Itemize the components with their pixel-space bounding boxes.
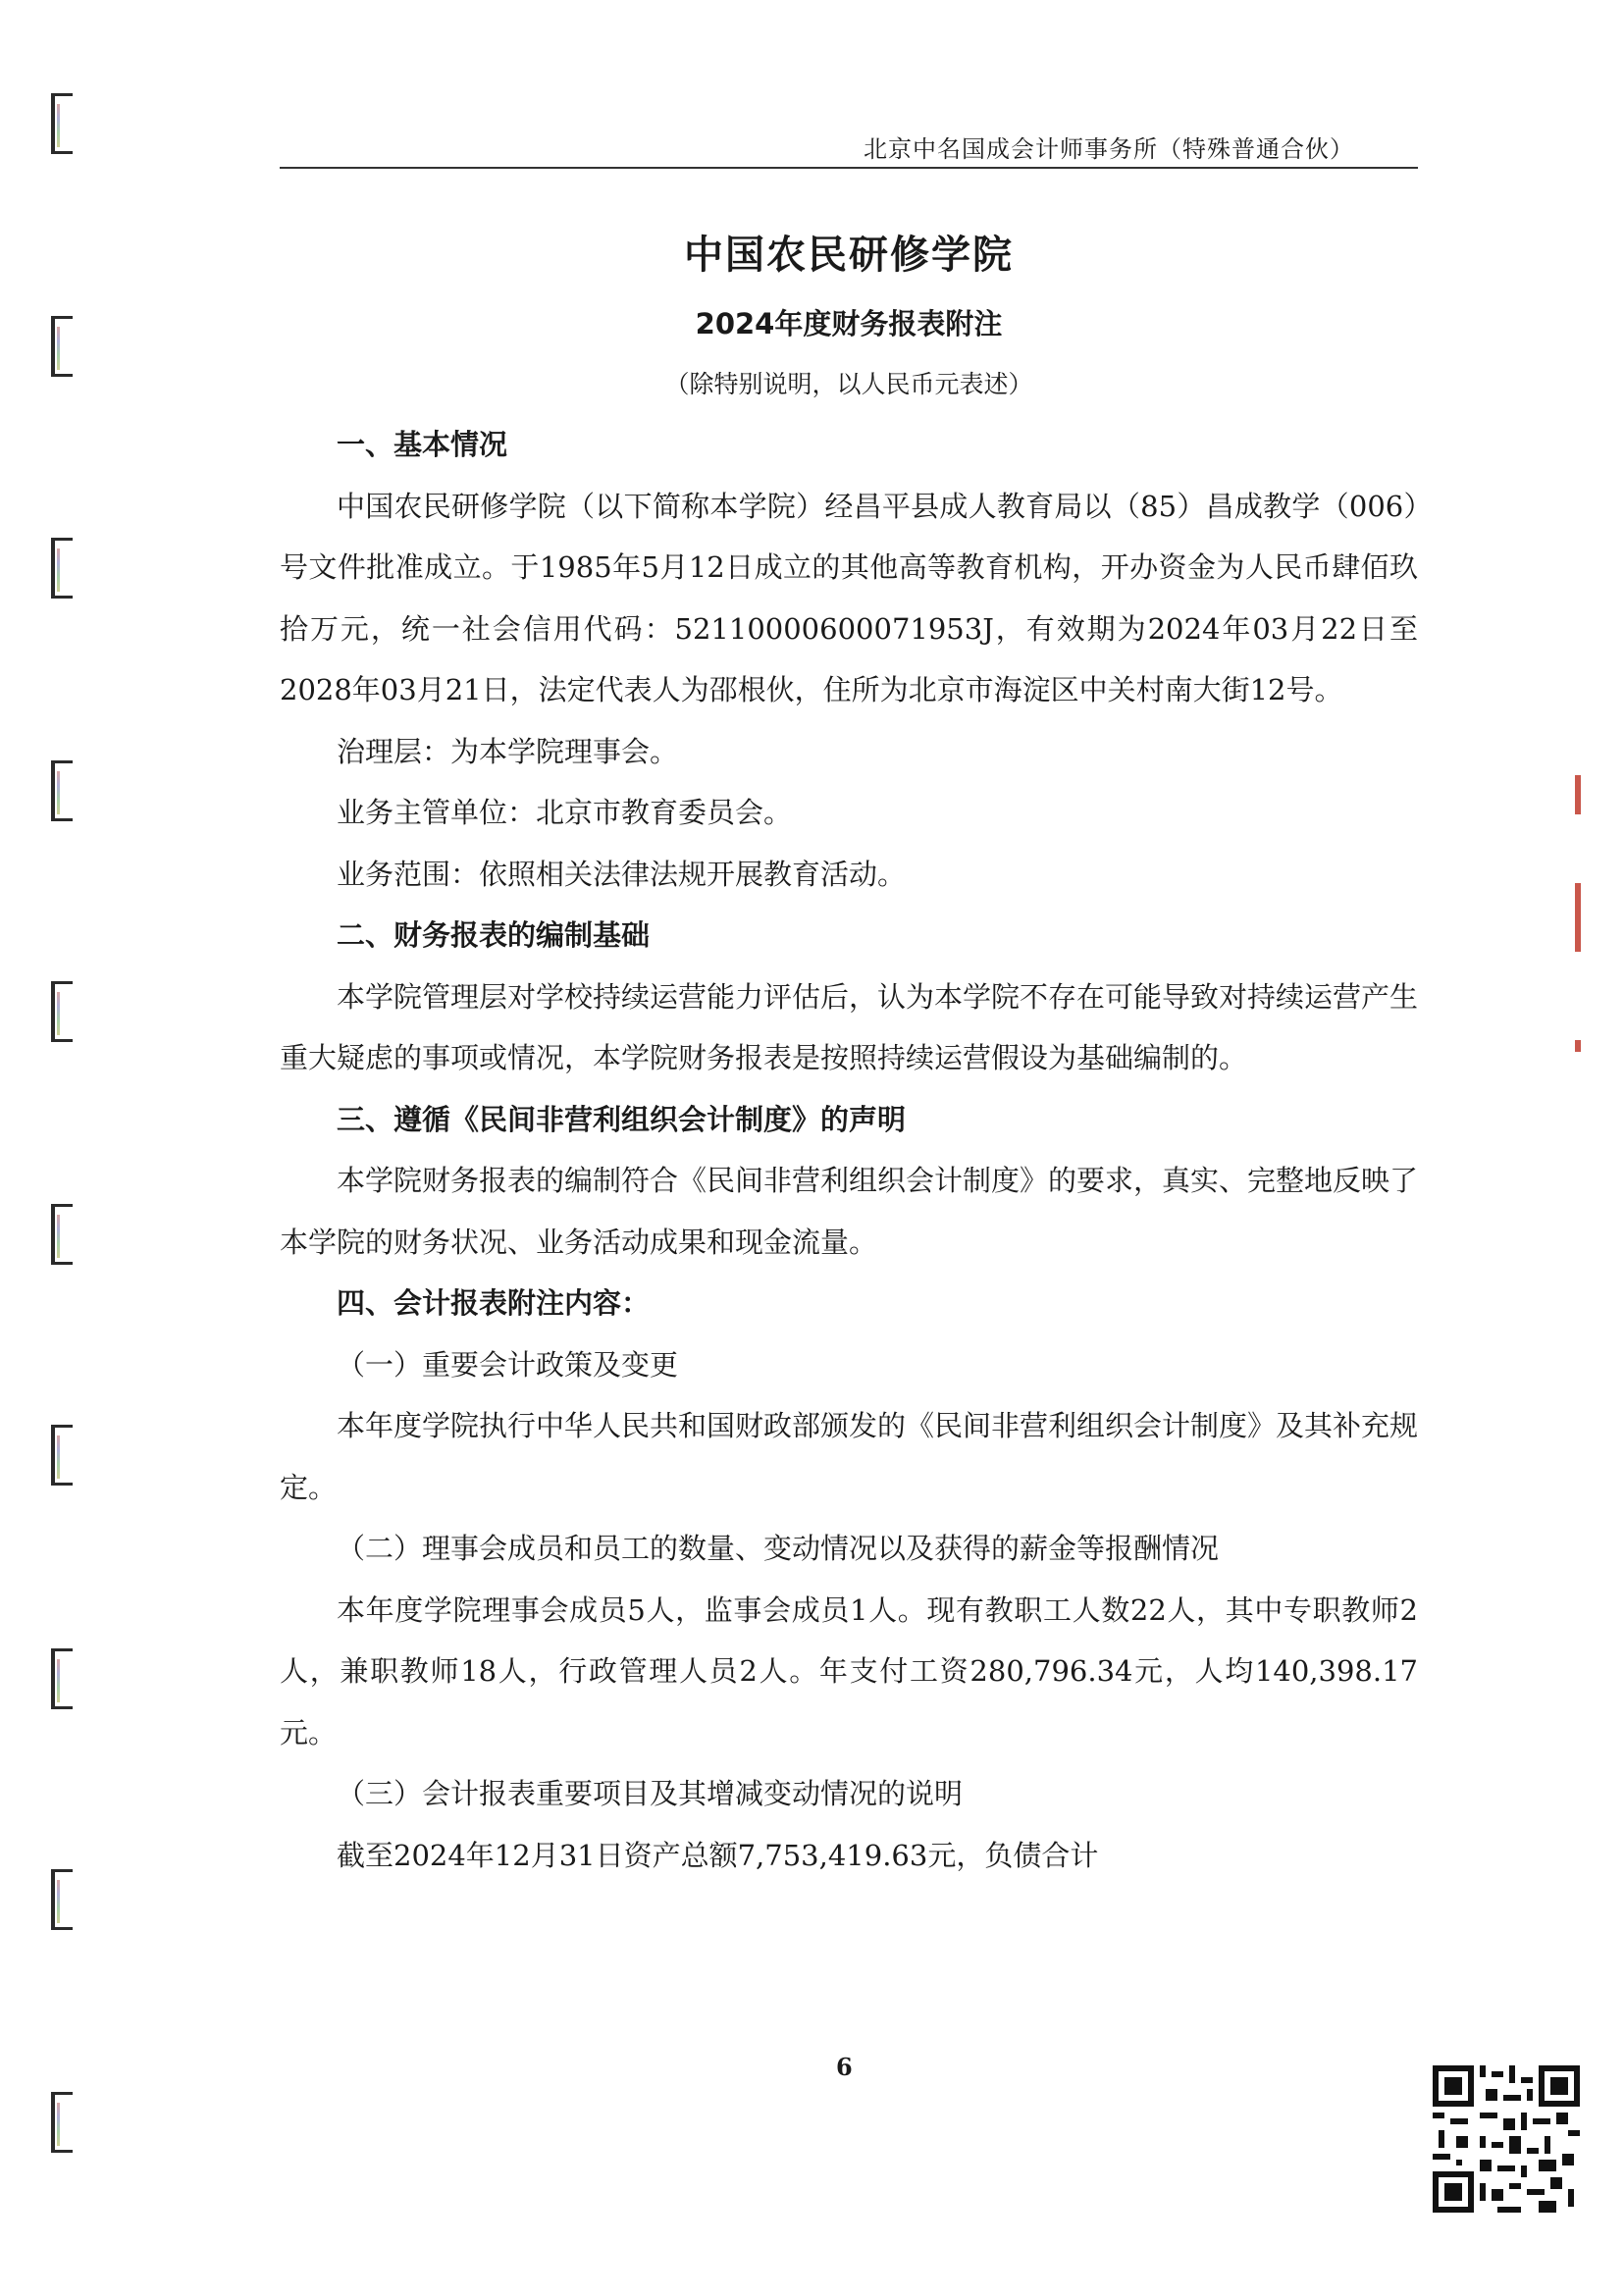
paragraph: 本年度学院理事会成员5人，监事会成员1人。现有教职工人数22人，其中专职教师2人，兼职教师18人，行政管理人员2人。年支付工资280,796.34元，人均140,398.17元。 [280,1592,1418,1749]
binding-mark [51,93,73,154]
section-heading: 二、财务报表的编制基础 [337,918,651,952]
seal-edge-fragment [1575,1040,1581,1052]
binding-mark [51,538,73,599]
binding-mark [51,1204,73,1265]
page-number: 6 [836,2053,853,2081]
qr-code-icon [1433,2065,1580,2213]
paragraph: 业务主管单位：北京市教育委员会。 [337,796,793,829]
binding-mark [51,1648,73,1709]
binding-mark [51,760,73,821]
paragraph: 本年度学院执行中华人民共和国财政部颁发的《民间非营利组织会计制度》及其补充规定。 [280,1409,1419,1504]
subsection-heading: （三）会计报表重要项目及其增减变动情况的说明 [337,1777,964,1810]
paragraph: 治理层：为本学院理事会。 [337,734,679,768]
binding-mark [51,1425,73,1486]
page-subtitle: 2024年度财务报表附注 [695,307,1003,340]
section-heading: 一、基本情况 [337,428,508,461]
paragraph: 本学院管理层对学校持续运营能力评估后，认为本学院不存在可能导致对持续运营产生重大疑虑的事项或情况，本学院财务报表是按照持续运营假设为基础编制的。 [280,979,1419,1074]
page-title: 中国农民研修学院 [684,233,1014,278]
binding-mark [51,1869,73,1930]
paragraph: 截至2024年12月31日资产总额7,753,419.63元，负债合计 [337,1838,1099,1872]
seal-edge-fragment [1575,883,1581,952]
header-rule [280,167,1418,169]
paragraph: 业务范围：依照相关法律法规开展教育活动。 [337,857,907,891]
paragraph: 中国农民研修学院（以下简称本学院）经昌平县成人教育局以（85）昌成教学（006）号文件批准成立。于1985年5月12日成立的其他高等教育机构，开办资金为人民币肆佰玖拾万元，统一社会信用代码：52110000600071953J，有效期为2024年03月22日至2028年03月21日，法定代表人为邵根伙，住所为北京市海淀区中关村南大街12号。 [280,489,1418,706]
section-heading: 四、会计报表附注内容： [337,1286,651,1320]
binding-mark [51,981,73,1042]
subsection-heading: （一）重要会计政策及变更 [337,1347,679,1382]
seal-edge-fragment [1575,775,1581,814]
section-heading: 三、遵循《民间非营利组织会计制度》的声明 [337,1102,907,1136]
firm-header: 北京中名国成会计师事务所（特殊普通合伙） [864,135,1354,163]
currency-note: （除特别说明，以人民币元表述） [664,370,1033,398]
notes-body [280,414,1418,1886]
binding-mark [51,2092,73,2153]
paragraph: 本学院财务报表的编制符合《民间非营利组织会计制度》的要求，真实、完整地反映了本学院的财务状况、业务活动成果和现金流量。 [280,1164,1419,1259]
subsection-heading: （二）理事会成员和员工的数量、变动情况以及获得的薪金等报酬情况 [337,1532,1220,1565]
